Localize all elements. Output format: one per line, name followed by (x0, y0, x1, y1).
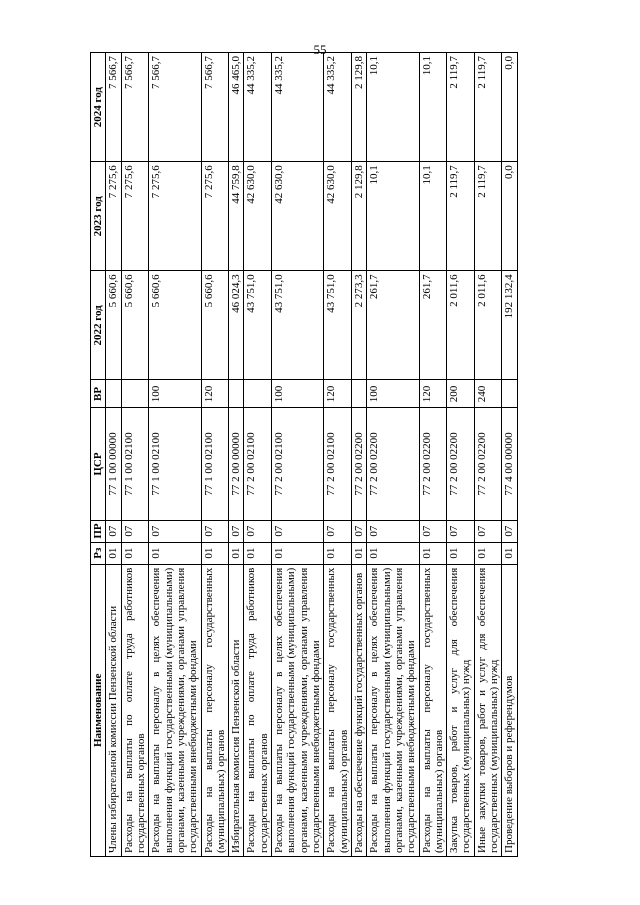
row-vr (244, 380, 272, 408)
row-vr: 100 (367, 380, 419, 408)
row-vr (229, 380, 244, 408)
row-2022: 2 011,6 (447, 271, 475, 380)
row-csr: 77 1 00 02100 (149, 408, 201, 520)
row-csr: 77 1 00 02100 (121, 408, 149, 520)
row-csr: 77 2 00 02200 (367, 408, 419, 520)
row-name: Расходы на выплаты персоналу государственных (муниципальных) органов (324, 564, 352, 856)
row-rz: 01 (229, 542, 244, 564)
row-pr: 07 (474, 520, 502, 542)
header-csr: ЦСР (91, 408, 106, 520)
row-name: Расходы на выплаты персоналу в целях обеспечения выполнения функций государственными (муниципальными) органами, казенными учреждениями, органами управления государственными внебюджетными фондами (272, 564, 324, 856)
row-rz: 01 (502, 542, 517, 564)
row-name: Расходы на выплаты персоналу в целях обеспечения выполнения функций государственными (муниципальными) органами, казенными учреждениями, органами управления государственными внебюджетными фондами (367, 564, 419, 856)
table-header-row (91, 53, 106, 857)
row-2023: 10,1 (367, 162, 419, 271)
table-row (367, 53, 419, 857)
row-pr: 07 (201, 520, 229, 542)
row-name: Расходы на обеспечение функций государственных органов (351, 564, 366, 856)
row-2024: 2 119,7 (447, 53, 475, 162)
table-row (244, 53, 272, 857)
row-pr: 07 (419, 520, 447, 542)
row-vr: 200 (447, 380, 475, 408)
row-2024: 46 465,0 (229, 53, 244, 162)
row-2023: 10,1 (419, 162, 447, 271)
row-2023: 7 275,6 (201, 162, 229, 271)
row-vr: 240 (474, 380, 502, 408)
row-2024: 7 566,7 (106, 53, 121, 162)
table-row (272, 53, 324, 857)
row-vr (502, 380, 517, 408)
row-name: Расходы на выплаты персоналу государственных (муниципальных) органов (419, 564, 447, 856)
row-pr: 07 (324, 520, 352, 542)
row-csr: 77 1 00 00000 (106, 408, 121, 520)
row-vr (106, 380, 121, 408)
row-vr: 120 (419, 380, 447, 408)
row-csr: 77 2 00 02100 (324, 408, 352, 520)
row-2022: 192 132,4 (502, 271, 517, 380)
header-2023: 2023 год (91, 162, 106, 271)
row-2023: 2 119,7 (447, 162, 475, 271)
row-name: Закупка товаров, работ и услуг для обеспечения государственных (муниципальных) нужд (447, 564, 475, 856)
row-2024: 2 129,8 (351, 53, 366, 162)
budget-table (90, 52, 518, 857)
row-2022: 43 751,0 (244, 271, 272, 380)
row-pr: 07 (447, 520, 475, 542)
row-2022: 261,7 (419, 271, 447, 380)
row-2024: 0,0 (502, 53, 517, 162)
row-vr: 120 (324, 380, 352, 408)
row-vr (351, 380, 366, 408)
row-rz: 01 (106, 542, 121, 564)
row-pr: 07 (106, 520, 121, 542)
row-csr: 77 2 00 02200 (474, 408, 502, 520)
row-rz: 01 (474, 542, 502, 564)
table-row (229, 53, 244, 857)
row-2022: 261,7 (367, 271, 419, 380)
row-pr: 07 (244, 520, 272, 542)
row-2023: 42 630,0 (244, 162, 272, 271)
row-2023: 42 630,0 (272, 162, 324, 271)
table-row (447, 53, 475, 857)
row-2022: 5 660,6 (201, 271, 229, 380)
header-rz: Рз (91, 542, 106, 564)
row-name: Расходы на выплаты по оплате труда работников государственных органов (121, 564, 149, 856)
row-csr: 77 2 00 02200 (351, 408, 366, 520)
table-row (106, 53, 121, 857)
row-vr: 100 (272, 380, 324, 408)
table-row (502, 53, 517, 857)
row-rz: 01 (201, 542, 229, 564)
row-name: Иные закупки товаров, работ и услуг для обеспечения государственных (муниципальных) нужд (474, 564, 502, 856)
row-pr: 07 (272, 520, 324, 542)
header-pr: ПР (91, 520, 106, 542)
row-pr: 07 (149, 520, 201, 542)
row-vr (121, 380, 149, 408)
row-csr: 77 4 00 00000 (502, 408, 517, 520)
row-pr: 07 (367, 520, 419, 542)
header-2024: 2024 год (91, 53, 106, 162)
row-rz: 01 (324, 542, 352, 564)
row-csr: 77 2 00 02100 (244, 408, 272, 520)
header-name: Наименование (91, 564, 106, 856)
header-vr: ВР (91, 380, 106, 408)
page-number: 55 (313, 42, 327, 57)
row-2024: 44 335,2 (272, 53, 324, 162)
row-2023: 44 759,8 (229, 162, 244, 271)
row-csr: 77 2 00 02200 (447, 408, 475, 520)
row-pr: 07 (351, 520, 366, 542)
header-2022: 2022 год (91, 271, 106, 380)
row-rz: 01 (272, 542, 324, 564)
row-2022: 46 024,3 (229, 271, 244, 380)
row-2022: 5 660,6 (121, 271, 149, 380)
row-2022: 5 660,6 (149, 271, 201, 380)
row-csr: 77 1 00 02100 (201, 408, 229, 520)
row-pr: 07 (502, 520, 517, 542)
row-rz: 01 (149, 542, 201, 564)
rotated-table-container (90, 52, 560, 857)
table-row (121, 53, 149, 857)
table-row (351, 53, 366, 857)
row-csr: 77 2 00 00000 (229, 408, 244, 520)
row-2022: 2 011,6 (474, 271, 502, 380)
row-vr: 120 (201, 380, 229, 408)
row-2022: 43 751,0 (272, 271, 324, 380)
row-2023: 0,0 (502, 162, 517, 271)
row-2023: 7 275,6 (121, 162, 149, 271)
row-2024: 7 566,7 (121, 53, 149, 162)
row-name: Избирательная комиссия Пензенской области (229, 564, 244, 856)
row-2023: 7 275,6 (149, 162, 201, 271)
table-row (419, 53, 447, 857)
table-row (324, 53, 352, 857)
row-2023: 42 630,0 (324, 162, 352, 271)
row-name: Расходы на выплаты персоналу государственных (муниципальных) органов (201, 564, 229, 856)
row-rz: 01 (367, 542, 419, 564)
row-2022: 5 660,6 (106, 271, 121, 380)
row-2024: 10,1 (419, 53, 447, 162)
row-name: Расходы на выплаты по оплате труда работников государственных органов (244, 564, 272, 856)
row-pr: 07 (121, 520, 149, 542)
row-2024: 7 566,7 (201, 53, 229, 162)
row-rz: 01 (244, 542, 272, 564)
row-vr: 100 (149, 380, 201, 408)
row-name: Проведение выборов и референдумов (502, 564, 517, 856)
row-name: Члены избирательной комиссии Пензенской области (106, 564, 121, 856)
row-pr: 07 (229, 520, 244, 542)
row-2023: 2 119,7 (474, 162, 502, 271)
row-2024: 44 335,2 (244, 53, 272, 162)
row-name: Расходы на выплаты персоналу в целях обеспечения выполнения функций государственными (муниципальными) органами, казенными учреждениями, органами управления государственными внебюджетными фондами (149, 564, 201, 856)
row-2022: 43 751,0 (324, 271, 352, 380)
table-row (201, 53, 229, 857)
row-csr: 77 2 00 02200 (419, 408, 447, 520)
row-2024: 10,1 (367, 53, 419, 162)
row-2023: 7 275,6 (106, 162, 121, 271)
row-2024: 7 566,7 (149, 53, 201, 162)
row-rz: 01 (351, 542, 366, 564)
row-csr: 77 2 00 02100 (272, 408, 324, 520)
table-row (149, 53, 201, 857)
row-rz: 01 (419, 542, 447, 564)
row-rz: 01 (447, 542, 475, 564)
row-rz: 01 (121, 542, 149, 564)
row-2023: 2 129,8 (351, 162, 366, 271)
row-2024: 44 335,2 (324, 53, 352, 162)
table-row (474, 53, 502, 857)
rotated-table-area (90, 52, 560, 857)
row-2024: 2 119,7 (474, 53, 502, 162)
row-2022: 2 273,3 (351, 271, 366, 380)
